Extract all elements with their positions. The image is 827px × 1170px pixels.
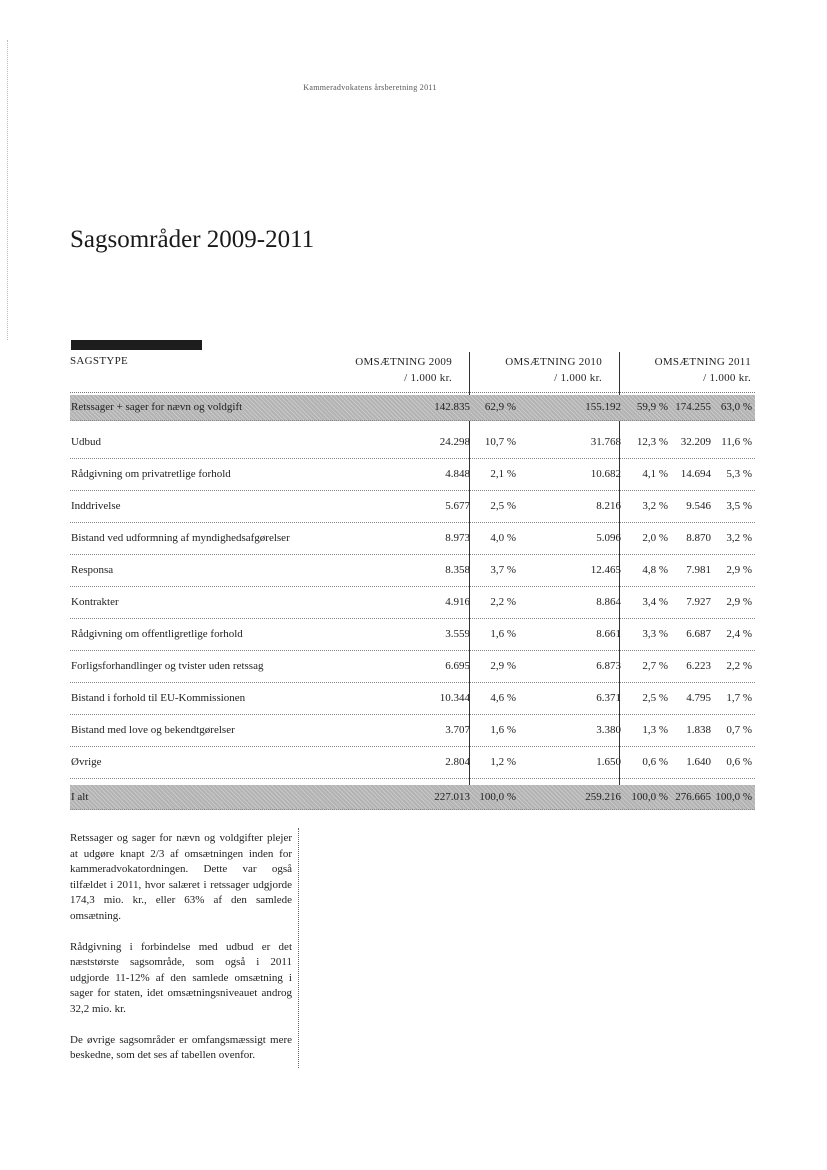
paragraph: Rådgivning i forbindelse med udbud er det næststørste sagsområde, som også i 2011 udgjorde 11-12% af den samlede omsætning i sager for staten, idet omsætningsniveauet androg 32,2 mio. kr. — [70, 940, 292, 1015]
value-2011: 9.546 — [686, 500, 711, 512]
value-2010: 12.465 — [590, 564, 621, 576]
value-2009: 24.298 — [439, 436, 470, 448]
percent-2011: 2,9 % — [726, 564, 752, 576]
percent-2009: 62,9 % — [484, 401, 516, 413]
row-label: Øvrige — [71, 756, 102, 768]
percent-2009: 4,0 % — [490, 532, 516, 544]
percent-2011: 63,0 % — [720, 401, 752, 413]
value-2010: 6.873 — [596, 660, 621, 672]
row-label: Inddrivelse — [71, 500, 121, 512]
percent-2009: 3,7 % — [490, 564, 516, 576]
table-row — [70, 523, 755, 555]
percent-2009: 1,6 % — [490, 724, 516, 736]
row-label: Rådgivning om offentligretlige forhold — [71, 628, 243, 640]
row-label: Responsa — [71, 564, 114, 576]
percent-2011: 3,2 % — [726, 532, 752, 544]
percent-2010: 1,3 % — [642, 724, 668, 736]
percent-2009: 100,0 % — [479, 791, 516, 803]
percent-2010: 2,7 % — [642, 660, 668, 672]
value-2010: 3.380 — [596, 724, 621, 736]
table-row — [70, 747, 755, 779]
value-2010: 8.661 — [596, 628, 621, 640]
percent-2010: 4,1 % — [642, 468, 668, 480]
value-2011: 8.870 — [686, 532, 711, 544]
percent-2011: 11,6 % — [721, 436, 752, 448]
value-2009: 227.013 — [434, 791, 470, 803]
value-2009: 142.835 — [434, 401, 470, 413]
value-2009: 6.695 — [445, 660, 470, 672]
percent-2010: 3,2 % — [642, 500, 668, 512]
percent-2011: 2,9 % — [726, 596, 752, 608]
row-label: Rådgivning om privatretlige forhold — [71, 468, 231, 480]
value-2009: 8.358 — [445, 564, 470, 576]
percent-2010: 2,5 % — [642, 692, 668, 704]
row-label: Kontrakter — [71, 596, 119, 608]
value-2011: 1.640 — [686, 756, 711, 768]
row-label: Forligsforhandlinger og tvister uden retssag — [71, 660, 264, 672]
percent-2011: 5,3 % — [726, 468, 752, 480]
revenue-table — [70, 395, 755, 810]
paragraph: De øvrige sagsområder er omfangsmæssigt mere beskedne, som det ses af tabellen ovenfor. — [70, 1033, 292, 1062]
column-header-2011 — [630, 354, 751, 386]
percent-2009: 1,2 % — [490, 756, 516, 768]
percent-2010: 0,6 % — [642, 756, 668, 768]
value-2010: 31.768 — [590, 436, 621, 448]
percent-2009: 2,9 % — [490, 660, 516, 672]
percent-2009: 4,6 % — [490, 692, 516, 704]
column-header-sagstype: SAGSTYPE — [70, 355, 129, 367]
percent-2009: 2,5 % — [490, 500, 516, 512]
row-label: Bistand i forhold til EU-Kommissionen — [71, 692, 246, 704]
table-row — [70, 683, 755, 715]
percent-2011: 0,7 % — [726, 724, 752, 736]
table-row — [70, 427, 755, 459]
row-label: Udbud — [71, 436, 101, 448]
column-header-2010-unit: / 1.000 kr. — [554, 372, 602, 384]
percent-2011: 2,4 % — [726, 628, 752, 640]
row-label: Bistand med love og bekendtgørelser — [71, 724, 235, 736]
value-2011: 32.209 — [680, 436, 711, 448]
table-row — [70, 715, 755, 747]
value-2011: 4.795 — [686, 692, 711, 704]
value-2009: 4.916 — [445, 596, 470, 608]
table-row — [70, 619, 755, 651]
page-title: Sagsområder 2009-2011 — [70, 226, 315, 253]
total-row — [70, 785, 755, 810]
commentary-text — [70, 831, 292, 1079]
row-label: I alt — [71, 791, 89, 803]
value-2010: 8.864 — [596, 596, 621, 608]
column-header-2010-title: OMSÆTNING 2010 — [505, 356, 602, 368]
percent-2011: 100,0 % — [715, 791, 752, 803]
value-2009: 4.848 — [445, 468, 470, 480]
row-label: Bistand ved udformning af myndighedsafgørelser — [71, 532, 290, 544]
percent-2011: 0,6 % — [726, 756, 752, 768]
value-2011: 6.223 — [686, 660, 711, 672]
value-2009: 3.707 — [445, 724, 470, 736]
header-divider — [70, 392, 755, 393]
value-2009: 2.804 — [445, 756, 470, 768]
value-2010: 8.216 — [596, 500, 621, 512]
value-2009: 8.973 — [445, 532, 470, 544]
value-2011: 174.255 — [675, 401, 711, 413]
value-2011: 6.687 — [686, 628, 711, 640]
column-header-2010 — [480, 354, 602, 386]
table-row — [70, 587, 755, 619]
table-row — [70, 491, 755, 523]
percent-2009: 10,7 % — [484, 436, 516, 448]
column-header-2009-title: OMSÆTNING 2009 — [355, 356, 452, 368]
running-header: Kammeradvokatens årsberetning 2011 — [303, 83, 437, 92]
percent-2009: 2,2 % — [490, 596, 516, 608]
highlight-row — [70, 395, 755, 421]
percent-2009: 1,6 % — [490, 628, 516, 640]
percent-2010: 59,9 % — [636, 401, 668, 413]
percent-2010: 3,4 % — [642, 596, 668, 608]
percent-2011: 2,2 % — [726, 660, 752, 672]
value-2010: 155.192 — [585, 401, 621, 413]
percent-2010: 2,0 % — [642, 532, 668, 544]
value-2009: 5.677 — [445, 500, 470, 512]
value-2011: 7.981 — [686, 564, 711, 576]
value-2009: 3.559 — [445, 628, 470, 640]
value-2011: 1.838 — [686, 724, 711, 736]
value-2009: 10.344 — [439, 692, 470, 704]
percent-2010: 12,3 % — [636, 436, 668, 448]
value-2010: 10.682 — [590, 468, 621, 480]
column-header-2009 — [330, 354, 452, 386]
value-2010: 259.216 — [585, 791, 621, 803]
percent-2009: 2,1 % — [490, 468, 516, 480]
value-2011: 276.665 — [675, 791, 711, 803]
paragraph: Retssager og sager for nævn og voldgifter plejer at udgøre knapt 2/3 af omsætningen inden for kammeradvokatordningen. Dette var også tilfældet i 2011, hvor salæret i retssager udgjorde 174,3 mio. kr., eller 63% af den samlede omsætning. — [70, 832, 292, 922]
column-header-2009-unit: / 1.000 kr. — [404, 372, 452, 384]
text-divider — [298, 828, 299, 1068]
column-header-2011-title: OMSÆTNING 2011 — [654, 356, 751, 368]
table-row — [70, 459, 755, 491]
table-row — [70, 555, 755, 587]
percent-2010: 3,3 % — [642, 628, 668, 640]
percent-2011: 1,7 % — [726, 692, 752, 704]
table-row — [70, 651, 755, 683]
value-2010: 5.096 — [596, 532, 621, 544]
row-label: Retssager + sager for nævn og voldgift — [71, 401, 243, 413]
percent-2011: 3,5 % — [726, 500, 752, 512]
value-2010: 6.371 — [596, 692, 621, 704]
percent-2010: 100,0 % — [631, 791, 668, 803]
value-2010: 1.650 — [596, 756, 621, 768]
value-2011: 7.927 — [686, 596, 711, 608]
percent-2010: 4,8 % — [642, 564, 668, 576]
section-bar — [71, 340, 202, 350]
value-2011: 14.694 — [680, 468, 711, 480]
column-header-2011-unit: / 1.000 kr. — [703, 372, 751, 384]
